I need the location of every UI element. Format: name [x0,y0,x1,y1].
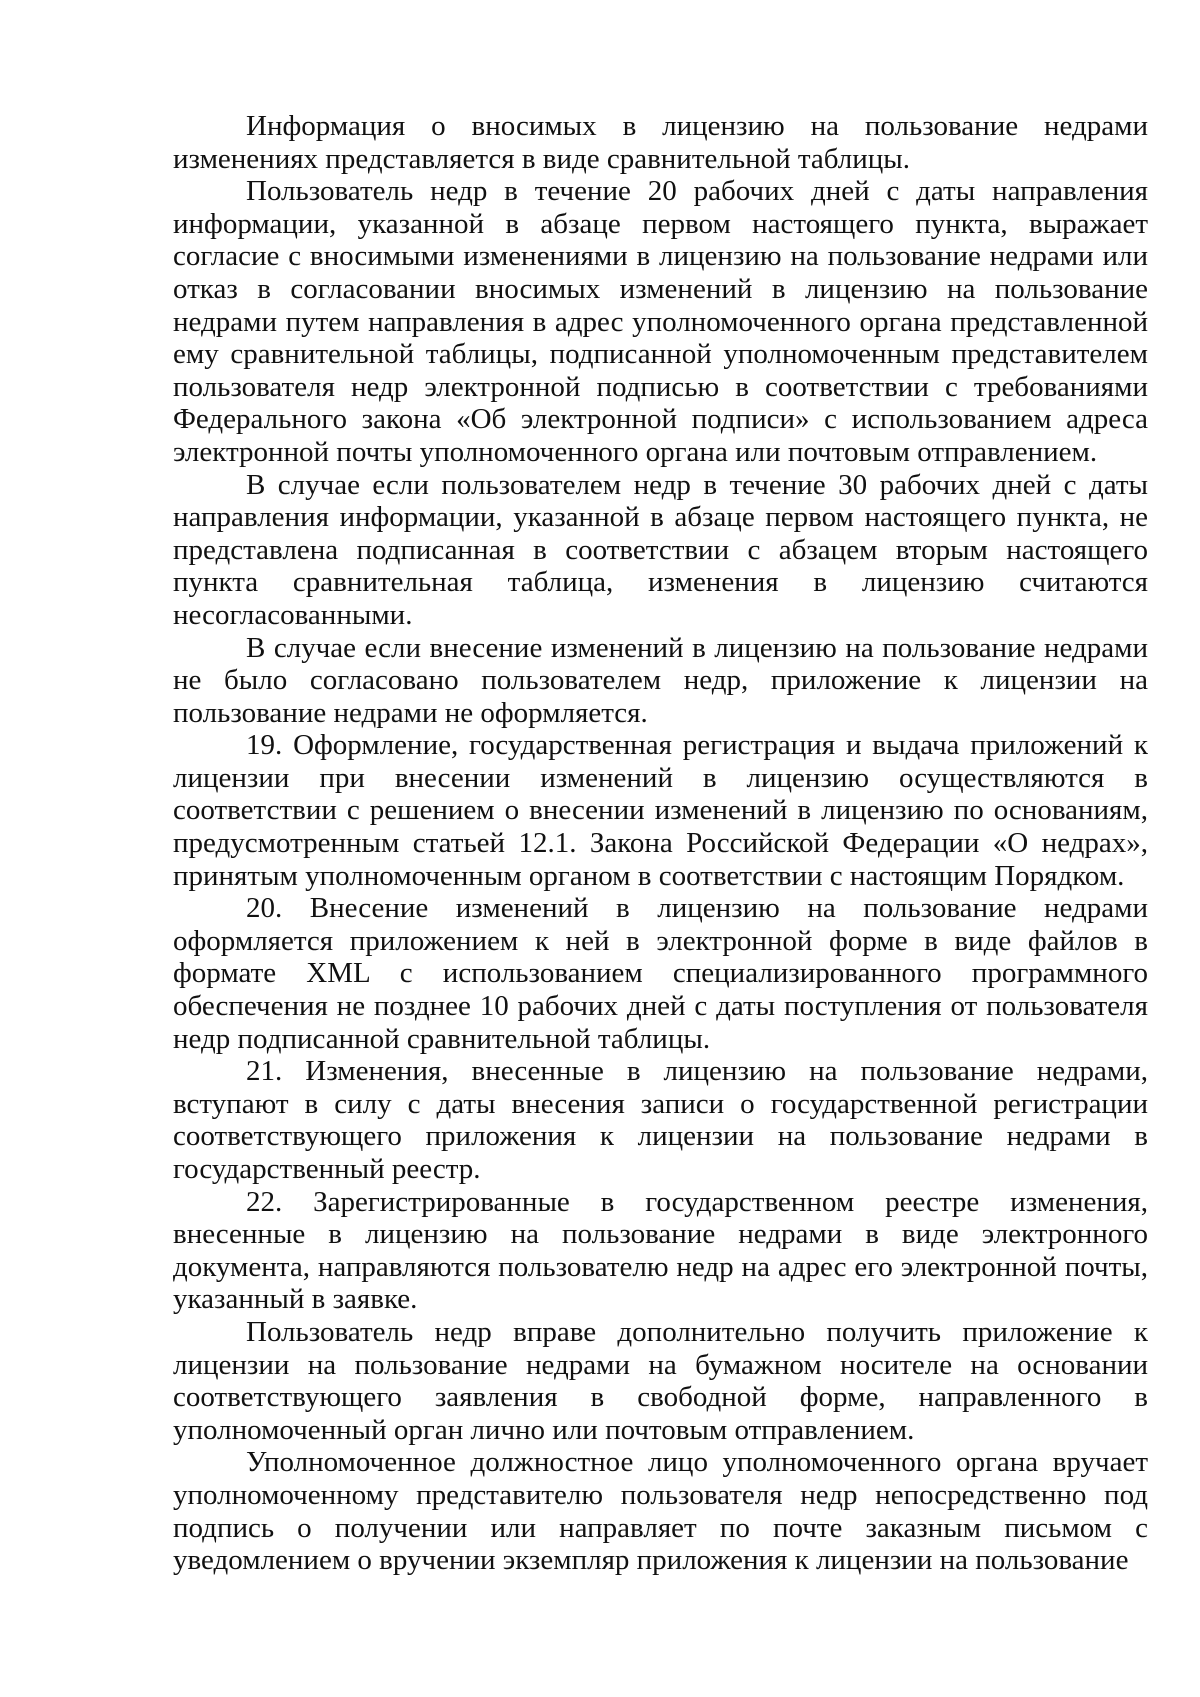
paragraph-item-19: 19. Оформление, государственная регистрация и выдача приложений к лицензии при внесении изменений в лицензию осуществляются в соответствии с решением о внесении изменений в лицензию по основаниям, предусмотренным статьей 12.1. Закона Российской Федерации «О недрах», принятым уполномоченным органом в соответствии с настоящим Порядком. [173,729,1148,892]
paragraph-not-agreed-deadline: В случае если пользователем недр в течение 30 рабочих дней с даты направления информации, указанной в абзаце первом настоящего пункта, не представлена подписанная в соответствии с абзацем вторым настоящего пункта сравнительная таблица, изменения в лицензию считаются несогласованными. [173,468,1148,631]
paragraph-user-consent: Пользователь недр в течение 20 рабочих дней с даты направления информации, указанной в абзаце первом настоящего пункта, выражает согласие с вносимыми изменениями в лицензию на пользование недрами или отказ в согласовании вносимых изменений в лицензию на пользование недрами путем направления в адрес уполномоченного органа представленной ему сравнительной таблицы, подписанной уполномоченным представителем пользователя недр электронной подписью в соответствии с требованиями Федерального закона «Об электронной подписи» с использованием адреса электронной почты уполномоченного органа или почтовым отправлением. [173,175,1148,468]
paragraph-paper-copy: Пользователь недр вправе дополнительно получить приложение к лицензии на пользование недрами на бумажном носителе на основании соответствующего заявления в свободной форме, направленного в уполномоченный орган лично или почтовым отправлением. [173,1315,1148,1446]
document-body [173,110,1148,1577]
paragraph-change-info: Информация о вносимых в лицензию на пользование недрами изменениях представляется в виде сравнительной таблицы. [173,110,1148,175]
paragraph-appendix-not-issued: В случае если внесение изменений в лицензию на пользование недрами не было согласовано пользователем недр, приложение к лицензии на пользование недрами не оформляется. [173,631,1148,729]
paragraph-item-21: 21. Изменения, внесенные в лицензию на пользование недрами, вступают в силу с даты внесения записи о государственной регистрации соответствующего приложения к лицензии на пользование недрами в государственный реестр. [173,1055,1148,1185]
paragraph-delivery: Уполномоченное должностное лицо уполномоченного органа вручает уполномоченному представителю пользователя недр непосредственно под подпись о получении или направляет по почте заказным письмом с уведомлением о вручении экземпляр приложения к лицензии на пользование [173,1446,1148,1577]
paragraph-item-20: 20. Внесение изменений в лицензию на пользование недрами оформляется приложением к ней в электронной форме в виде файлов в формате XML с использованием специализированного программного обеспечения не позднее 10 рабочих дней с даты поступления от пользователя недр подписанной сравнительной таблицы. [173,892,1148,1055]
paragraph-item-22: 22. Зарегистрированные в государственном реестре изменения, внесенные в лицензию на пользование недрами в виде электронного документа, направляются пользователю недр на адрес его электронной почты, указанный в заявке. [173,1185,1148,1316]
